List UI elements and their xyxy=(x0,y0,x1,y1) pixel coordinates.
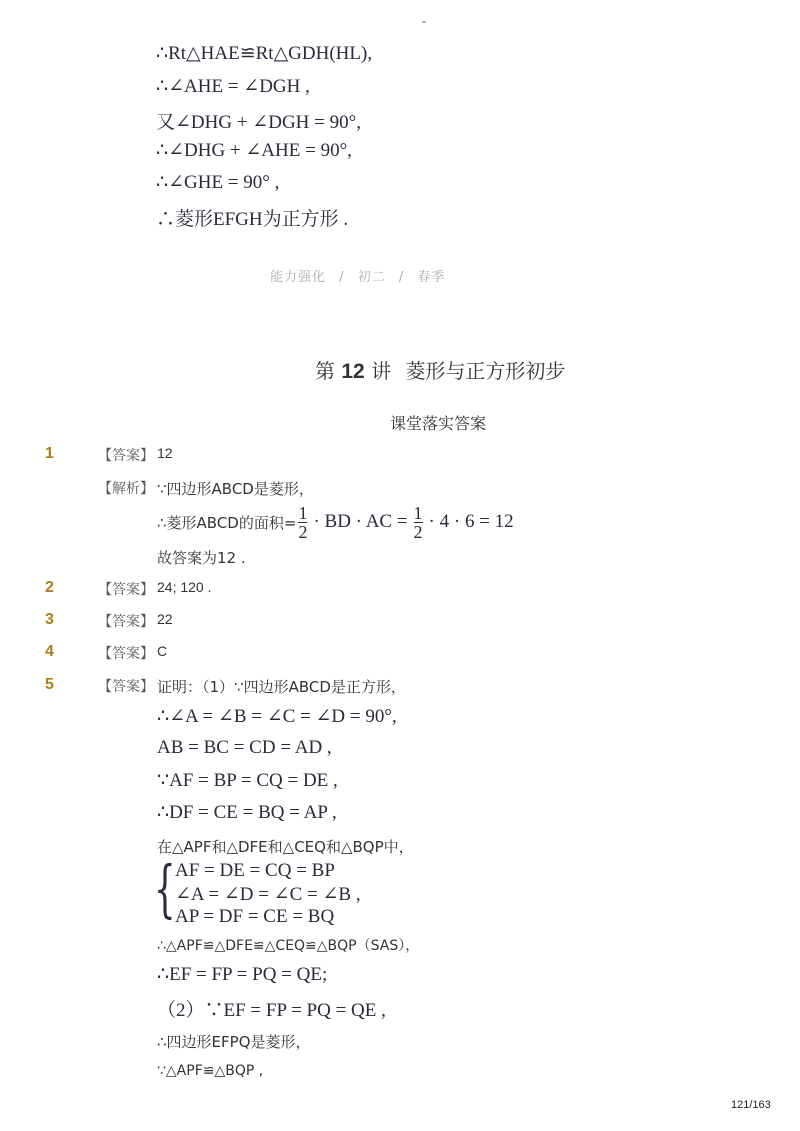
breadcrumb-part-2: 初二 xyxy=(357,270,386,285)
q5-line-6: ∴△APF≌△DFE≌△CEQ≌△BQP（SAS）， xyxy=(157,938,420,954)
breadcrumb-sep-1: / xyxy=(339,270,345,285)
system-line-1: AF = DE = CQ = BP xyxy=(175,860,335,881)
answer-tag-2: 【答案】 xyxy=(98,582,154,598)
answer-value-3: 22 xyxy=(157,611,173,627)
answer-tag-4: 【答案】 xyxy=(98,646,154,662)
q5-line-9: ∴四边形EFPQ是菱形， xyxy=(157,1033,311,1051)
proof-line-5: ∴∠GHE = 90° , xyxy=(156,172,280,193)
question-number-4: 4 xyxy=(45,643,54,660)
fraction-numerator: 1 xyxy=(298,502,308,523)
lecture-title xyxy=(315,355,565,384)
analysis-line-2-tail: · 4 · 6 = 12 xyxy=(428,511,514,532)
proof-line-2: ∴∠AHE = ∠DGH , xyxy=(156,76,310,97)
breadcrumb-part-1: 能力强化 xyxy=(270,270,327,285)
q5-line-8: （2）∵EF = FP = PQ = QE , xyxy=(157,1000,386,1021)
question-number-3: 3 xyxy=(45,611,54,628)
q5-line-4: ∴DF = CE = BQ = AP , xyxy=(157,802,337,823)
fraction-denominator: 2 xyxy=(298,521,308,542)
top-mark: - xyxy=(422,14,426,28)
q5-line-1: ∴∠A = ∠B = ∠C = ∠D = 90°, xyxy=(157,706,397,727)
system-brace: { xyxy=(154,852,176,925)
proof-line-1: ∴Rt△HAE≌Rt△GDH(HL), xyxy=(156,43,373,64)
analysis-line-2-mid: · BD · AC = xyxy=(313,511,408,532)
q5-line-5: 在△APF和△DFE和△CEQ和△BQP中， xyxy=(157,838,414,856)
proof-line-6: ∴菱形EFGH为正方形 . xyxy=(156,209,349,230)
fraction-half-1 xyxy=(298,504,307,541)
question-number-1: 1 xyxy=(45,445,54,462)
answer-value-5: 证明：（1）∵四边形ABCD是正方形， xyxy=(157,678,406,696)
answer-value-2: 24; 120 . xyxy=(157,579,212,595)
answer-tag-3: 【答案】 xyxy=(98,614,154,630)
q5-line-2: AB = BC = CD = AD , xyxy=(157,737,332,758)
page-number: 121/163 xyxy=(731,1099,771,1111)
q5-line-10: ∵△APF≌△BQP , xyxy=(157,1063,264,1079)
breadcrumb-sep-2: / xyxy=(398,270,405,285)
system-line-3: AP = DF = CE = BQ xyxy=(175,906,335,927)
fraction-half-2 xyxy=(414,504,423,541)
q5-line-7: ∴EF = FP = PQ = QE; xyxy=(157,964,328,985)
lecture-suffix: 讲 xyxy=(371,359,392,383)
breadcrumb-part-3: 春季 xyxy=(417,270,446,285)
q5-line-3: ∵AF = BP = CQ = DE , xyxy=(157,770,338,791)
question-number-2: 2 xyxy=(45,579,54,596)
section-title: 课堂落实答案 xyxy=(390,414,487,433)
system-line-2: ∠A = ∠D = ∠C = ∠B , xyxy=(175,884,361,905)
answer-tag-5: 【答案】 xyxy=(98,679,154,695)
analysis-line-3: 故答案为12 . xyxy=(157,549,246,567)
fraction-denominator: 2 xyxy=(413,521,423,542)
analysis-tag-1: 【解析】 xyxy=(98,481,154,497)
question-number-5: 5 xyxy=(45,676,54,693)
analysis-line-2-prefix: ∴菱形ABCD的面积= xyxy=(157,513,297,532)
analysis-line-1: ∵四边形ABCD是菱形， xyxy=(157,480,314,498)
lecture-prefix: 第 xyxy=(315,359,335,383)
fraction-numerator: 1 xyxy=(413,502,423,523)
answer-value-1: 12 xyxy=(157,445,173,461)
lecture-number: 12 xyxy=(341,360,365,383)
breadcrumb xyxy=(270,266,445,285)
proof-line-4: ∴∠DHG + ∠AHE = 90°, xyxy=(156,140,352,161)
lecture-name: 菱形与正方形初步 xyxy=(405,359,566,383)
analysis-line-2 xyxy=(157,502,514,542)
answer-value-4: C xyxy=(157,643,168,659)
answer-tag-1: 【答案】 xyxy=(98,448,154,464)
proof-line-3: 又∠DHG + ∠DGH = 90°, xyxy=(156,112,361,133)
